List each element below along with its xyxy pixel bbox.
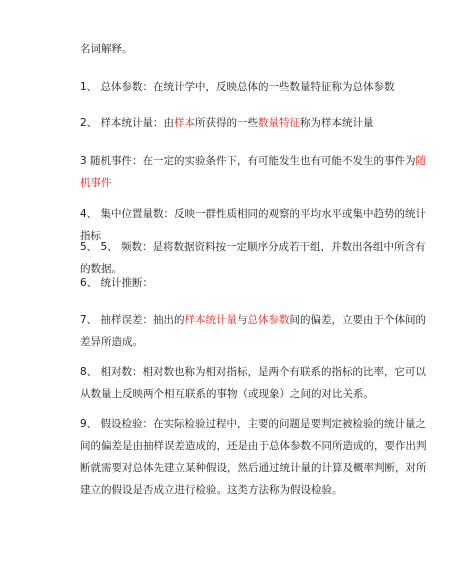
- definition-text: 与: [237, 314, 248, 326]
- definition-3: [62, 150, 428, 194]
- highlight-term: 数量特征: [258, 117, 301, 129]
- definition-2: [62, 112, 428, 134]
- definition-text: 6、 统计推断：: [80, 277, 154, 289]
- highlight-term: 样本: [174, 117, 196, 129]
- definition-text: 3 随机事件：在一定的实验条件下，有可能发生也有可能不发生的事件为: [80, 155, 416, 167]
- definition-8: [62, 361, 428, 405]
- definition-text: 称为样本统计量: [300, 117, 374, 129]
- highlight-term: 总体参数: [247, 314, 290, 326]
- definition-text: 4、 集中位置量数：反映一群性质相同的观察的平均水平或集中趋势的统计指标: [80, 208, 427, 242]
- definition-text: 7、 抽样误差：抽出的: [80, 314, 185, 326]
- definition-text: 1、 总体参数：在统计学中，反映总体的一些数量特征称为总体参数: [80, 81, 395, 93]
- definition-text: 5、 5、 频数：是将数据资料按一定顺序分成若干组，并数出各组中所含有的数据。: [80, 241, 426, 275]
- document-heading: [62, 38, 428, 60]
- highlight-term: 样本统计量: [184, 314, 238, 326]
- definition-text: 8、 相对数：相对数也称为相对指标，是两个有联系的指标的比率，它可以从数量上反映两个相互联系的事物（或现象）之间的对比关系。: [80, 366, 427, 400]
- definition-text: 所获得的一些: [195, 117, 259, 129]
- definition-text: 间的偏差，立要由于个体间的差异所造成。: [80, 314, 427, 348]
- definition-text: 9、 假设检验：在实际检验过程中，主要的问题是要判定被检验的统计量之间的偏差是由抽样误差造成的，还是由于总体参数不同所造成的，要作出判断就需要对总体先建立某种假设，然后通过统计量的计算及概率判断，对所建立的假设是否成立进行检验。这类方法称为假设检验。: [80, 418, 427, 496]
- definition-7: [62, 309, 428, 353]
- heading-text: 名词解释。: [80, 43, 133, 55]
- highlight-term: 随机事件: [80, 155, 427, 189]
- definition-1: [62, 76, 428, 98]
- definition-6: [62, 272, 428, 294]
- definition-9: [62, 413, 428, 501]
- definition-text: 2、 样本统计量：由: [80, 117, 175, 129]
